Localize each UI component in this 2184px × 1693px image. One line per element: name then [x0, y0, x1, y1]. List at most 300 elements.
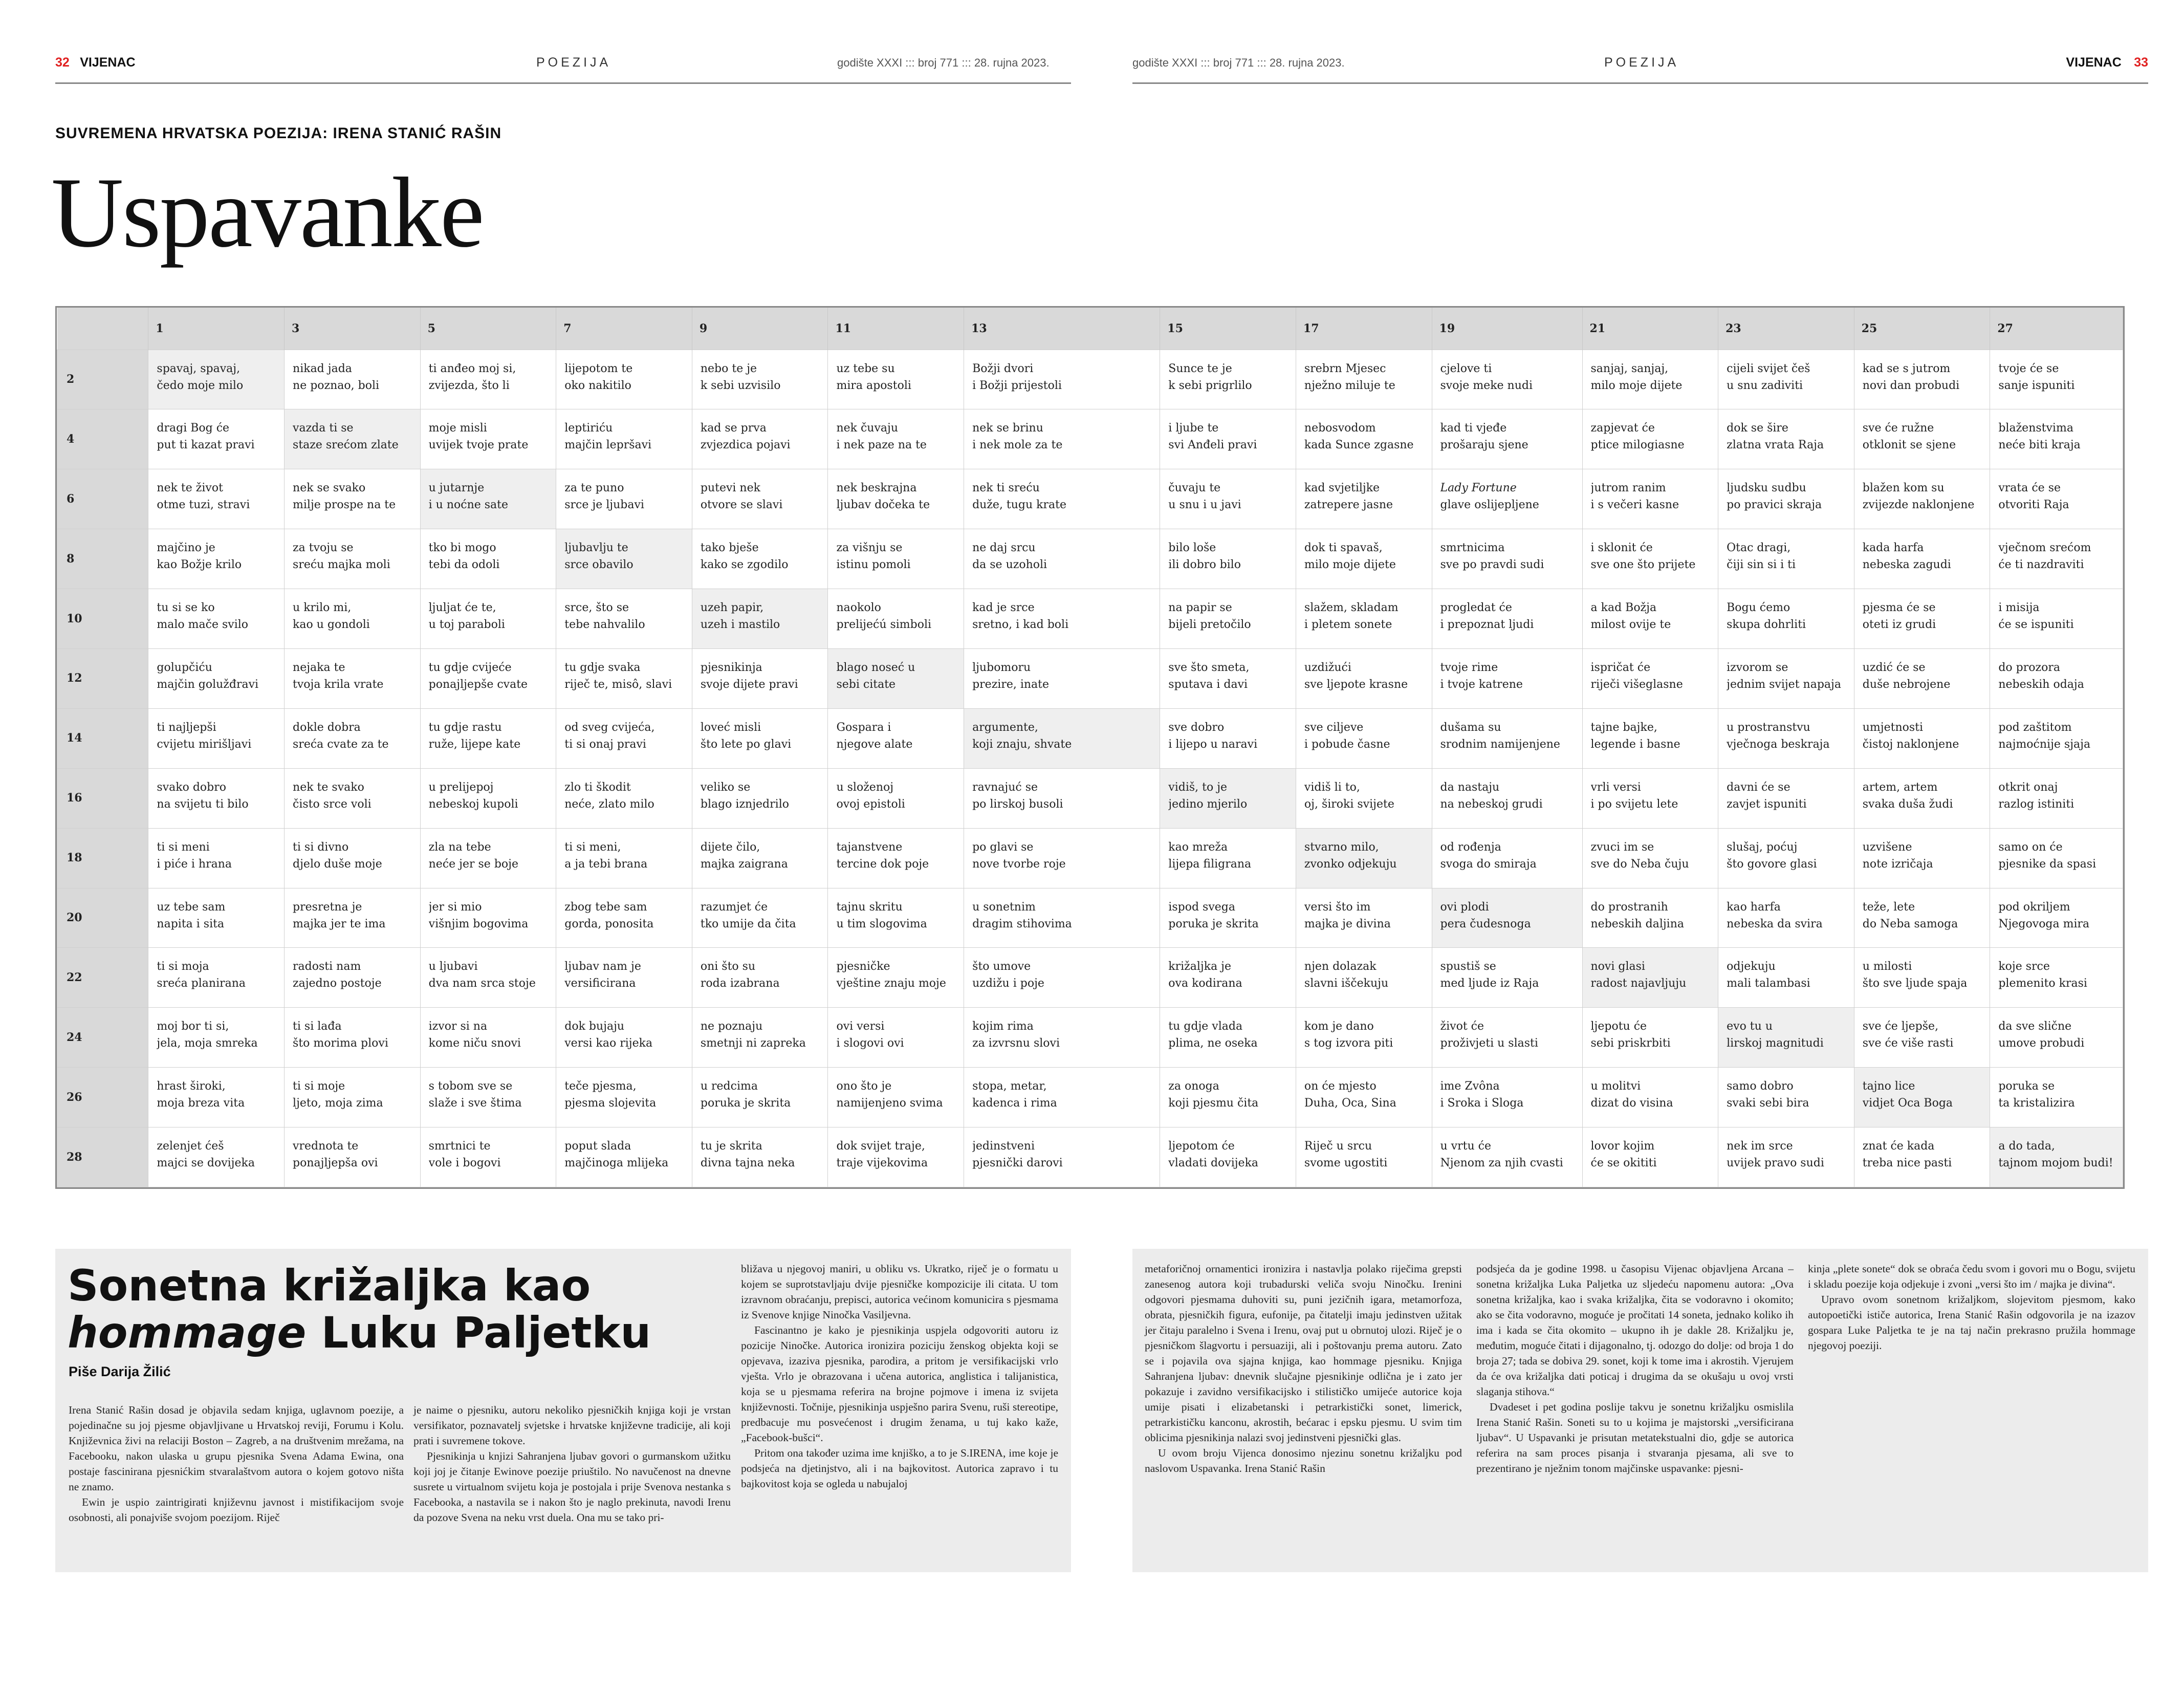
- row-number: 10: [57, 589, 148, 649]
- crossword-cell: [828, 469, 964, 529]
- crossword-cell: [828, 1068, 964, 1127]
- verse-line: tvoje rime: [1440, 661, 1498, 674]
- crossword-cell: [1990, 888, 2123, 948]
- verse-line: svako dobro: [157, 780, 226, 794]
- verse-line: lovor kojim: [1590, 1140, 1655, 1153]
- verse-line: samo on će: [1998, 840, 2063, 854]
- verse-line: oko nakitilo: [564, 379, 631, 392]
- verse-line: u toj paraboli: [428, 618, 505, 632]
- verse-line: neće, zlato milo: [564, 797, 654, 811]
- crossword-cell: [420, 768, 556, 828]
- verse-line: majka zaigrana: [700, 857, 788, 871]
- verse-line: vrata će se: [1998, 482, 2061, 495]
- verse-line: ti si onaj pravi: [564, 737, 646, 751]
- crossword-cell: [964, 350, 1160, 409]
- crossword-cell: [692, 948, 828, 1008]
- verse-line: što govore glasi: [1727, 857, 1817, 871]
- verse-line: plima, ne oseka: [1168, 1037, 1258, 1050]
- crossword-cell: [1854, 469, 1990, 529]
- verse-line: kome niču snovi: [428, 1037, 521, 1050]
- verse-line: sebi priskrbiti: [1590, 1037, 1671, 1050]
- crossword-cell: [148, 1068, 285, 1127]
- verse-line: riječi višeglasne: [1590, 678, 1683, 691]
- corner-cell: [57, 308, 148, 350]
- verse-line: razlog istiniti: [1998, 797, 2074, 811]
- verse-line: zvjezdica pojavi: [700, 439, 791, 452]
- crossword-cell: [1296, 708, 1432, 768]
- verse-line: tko bi mogo: [428, 541, 496, 555]
- column-number: 25: [1854, 308, 1990, 350]
- verse-line: znat će kada: [1862, 1140, 1935, 1153]
- crossword-cell: [148, 948, 285, 1008]
- crossword-cell: [1296, 1127, 1432, 1187]
- verse-line: sve po pravdi sudi: [1440, 558, 1544, 572]
- verse-line: malo mače svilo: [157, 618, 249, 632]
- verse-line: ta kristalizira: [1998, 1097, 2075, 1110]
- verse-line: ljeto, moja zima: [293, 1097, 383, 1110]
- row-number: 28: [57, 1127, 148, 1187]
- crossword-cell: [420, 708, 556, 768]
- crossword-cell: [285, 768, 421, 828]
- verse-line: tvoja krila vrate: [293, 678, 384, 691]
- verse-line: on će mjesto: [1304, 1080, 1377, 1093]
- crossword-row: [57, 948, 2123, 1008]
- verse-line: da se uzoholi: [972, 558, 1047, 572]
- verse-line: gorda, ponosita: [564, 917, 654, 930]
- verse-line: i piće i hrana: [157, 857, 232, 871]
- crossword-cell: [964, 589, 1160, 649]
- verse-line: i ljube te: [1168, 422, 1219, 435]
- verse-line: radosti nam: [293, 960, 361, 973]
- crossword-cell: [148, 350, 285, 409]
- verse-line: križaljka je: [1168, 960, 1232, 973]
- row-number: 14: [57, 708, 148, 768]
- crossword-row: [57, 1008, 2123, 1068]
- crossword-cell: [1296, 589, 1432, 649]
- crossword-cell: [285, 589, 421, 649]
- verse-line: Sunce te je: [1168, 362, 1232, 375]
- verse-line: blaženstvima: [1998, 422, 2073, 435]
- verse-line: ne poznaju: [700, 1020, 763, 1033]
- crossword-cell: [148, 1008, 285, 1068]
- verse-line: prelijećú simboli: [836, 618, 932, 632]
- crossword-cell: [285, 1068, 421, 1127]
- verse-line: poput slada: [564, 1140, 631, 1153]
- crossword-cell: [285, 948, 421, 1008]
- verse-line: ti si divno: [293, 840, 349, 854]
- crossword-cell: [148, 529, 285, 589]
- verse-line: ovi versi: [836, 1020, 885, 1033]
- verse-line: po pravici skraja: [1727, 498, 1822, 512]
- verse-line: nek se svako: [293, 482, 366, 495]
- crossword-cell: [1854, 768, 1990, 828]
- verse-line: moje misli: [428, 422, 487, 435]
- crossword-cell: [1582, 409, 1718, 469]
- verse-line: i lijepo u naravi: [1168, 737, 1258, 751]
- crossword-cell: [420, 350, 556, 409]
- article-paragraph: Irena Stanić Rašin dosad je objavila sedam knjiga, uglavnom poezije, a pojedinačne su joj pjesme objavljivane u Hrvatskoj reviji, Forumu i Kolu. Književnica živi na relaciji Boston – Zagreb, a na društvenim mrežama, na Facebooku, nakon ulaska u grupu pjesnika Svena Adama Ewina, ona postaje fascinirana pjesnićkim stvaralaštvom autora o kojem gotovo ništa ne znamo.: [69, 1404, 404, 1493]
- crossword-cell: [692, 469, 828, 529]
- crossword-cell: [285, 828, 421, 888]
- verse-line: nek im srce: [1727, 1140, 1793, 1153]
- crossword-cell: [1432, 828, 1582, 888]
- verse-line: zlo ti škodit: [564, 780, 631, 794]
- crossword-cell: [285, 888, 421, 948]
- verse-line: kad se s jutrom: [1862, 362, 1951, 375]
- crossword-cell: [1718, 469, 1854, 529]
- article-paragraph: podsjeća da je godine 1998. u časopisu Vijenac objavljena Arcana – sonetna križaljka Luka Paljetka uz sljedeću napomenu autora: „Ova sonetna križaljka, kao i svaka križaljka, čita se vodoravno i okomito; ako se čita vodoravno, moguće je pročitati 14 soneta, jednako koliko ih ima i kada se čita okomito – ukupno ih je dakle 28. Križaljku je, međutim, moguće čitati i dijagonalno, tj. odozgo do dolje: od broja 1 do broja 27; tada se dobiva 29. sonet, koji k tome ima i akrostih. Vjerujem da će ova križaljka dati poticaj i drugima da se okušaju u ovoj vrsti slaganja stihova.“: [1476, 1263, 1794, 1398]
- crossword-cell: [692, 768, 828, 828]
- verse-line: milost ovije te: [1590, 618, 1671, 632]
- crossword-cell: [1160, 589, 1296, 649]
- row-number: 2: [57, 350, 148, 409]
- crossword-cell: [1854, 1068, 1990, 1127]
- crossword-cell: [1432, 1127, 1582, 1187]
- article-column: [1808, 1261, 2135, 1353]
- crossword-cell: [964, 888, 1160, 948]
- verse-line: nek te svako: [293, 780, 364, 794]
- verse-line: milje prospe na te: [293, 498, 396, 512]
- verse-line: prezire, inate: [972, 678, 1050, 691]
- crossword-cell: [692, 529, 828, 589]
- crossword-row: [57, 350, 2123, 409]
- verse-line: svoga do smiraja: [1440, 857, 1537, 871]
- crossword-cell: [420, 888, 556, 948]
- verse-line: u snu i u javi: [1168, 498, 1241, 512]
- verse-line: vole i bogovi: [428, 1157, 501, 1170]
- verse-line: uzeh i mastilo: [700, 618, 780, 632]
- verse-line: ti anđeo moj si,: [428, 362, 516, 375]
- crossword-cell: [1990, 529, 2123, 589]
- verse-line: nove tvorbe roje: [972, 857, 1066, 871]
- verse-line: po lirskoj busoli: [972, 797, 1063, 811]
- verse-line: dok ti spavaš,: [1304, 541, 1383, 555]
- verse-line: ti si moja: [157, 960, 209, 973]
- crossword-cell: [1990, 409, 2123, 469]
- crossword-cell: [148, 409, 285, 469]
- crossword-cell: [1582, 1068, 1718, 1127]
- verse-line: naokolo: [836, 601, 881, 615]
- verse-line: ti si lađa: [293, 1020, 342, 1033]
- verse-line: radost najavljuju: [1590, 977, 1687, 990]
- crossword-row: [57, 469, 2123, 529]
- column-number: 21: [1582, 308, 1718, 350]
- verse-line: leptiriću: [564, 422, 613, 435]
- crossword-cell: [964, 1008, 1160, 1068]
- crossword-cell: [828, 1008, 964, 1068]
- crossword-row: [57, 529, 2123, 589]
- verse-line: izvor si na: [428, 1020, 488, 1033]
- crossword-cell: [1990, 828, 2123, 888]
- crossword-cell: [1432, 469, 1582, 529]
- crossword-cell: [1296, 1068, 1432, 1127]
- verse-line: versificirana: [564, 977, 636, 990]
- verse-line: majci se dovijeka: [157, 1157, 255, 1170]
- verse-line: riječ te, misô, slavi: [564, 678, 672, 691]
- verse-line: sve do Neba čuju: [1590, 857, 1689, 871]
- verse-line: i nek paze na te: [836, 439, 927, 452]
- crossword-cell: [1582, 768, 1718, 828]
- crossword-cell: [1718, 708, 1854, 768]
- crossword-cell: [1718, 1068, 1854, 1127]
- verse-line: ispričat će: [1590, 661, 1651, 674]
- verse-line: zapjevat će: [1590, 422, 1655, 435]
- crossword-cell: [1854, 1008, 1990, 1068]
- verse-line: čuvaju te: [1168, 482, 1221, 495]
- verse-line: srodnim namijenjene: [1440, 737, 1560, 751]
- sonnet-crossword: [55, 306, 2125, 1189]
- crossword-cell: [420, 409, 556, 469]
- verse-line: srce je ljubavi: [564, 498, 644, 512]
- verse-line: njen dolazak: [1304, 960, 1377, 973]
- article-paragraph: metaforičnoj ornamentici ironizira i nastavlja polako riječima grepsti zanesenog autora koji trubadurski veliča svoju Ninočku. Irenini odgovori pjesmama duhoviti su, puni jezičnih igara, metamorfoza, obrata, pjesničkih figura, eufonije, pa čitatelji imaju jedinstven užitak jer čitaju paralelno i Svena i Irenu, ovaj put u obrnutoj ulozi. Riječ je o pjesničkom šlagvortu i persuaziji, ali i poštovanju prema autoru. Zato se i pojavila ova sjajna knjiga, kao hommage pjesniku. Knjiga Sahranjena ljubav: dnevnik slučajne pjesnikinje odlična je i zato jer pokazuje i zavidno versifikacijsko i stilističko umijeće autorice koja umije pisati i elizabetanski i petrarkistički sonet, limerick, petrarkističku kanconu, akrostih, bećarac i epsku pjesmu. U svim tim oblicima pjesnikinja nalazi svoj jedinstveni pjesnički glas.: [1145, 1263, 1462, 1444]
- row-number: 6: [57, 469, 148, 529]
- crossword-cell: [1718, 888, 1854, 948]
- verse-line: čedo moje milo: [157, 379, 244, 392]
- verse-line: umjetnosti: [1862, 721, 1924, 734]
- verse-line: otvoriti Raja: [1998, 498, 2069, 512]
- crossword-cell: [1854, 828, 1990, 888]
- crossword-cell: [148, 888, 285, 948]
- verse-line: cijeli svijet češ: [1727, 362, 1810, 375]
- crossword-cell: [1296, 1008, 1432, 1068]
- verse-line: teče pjesma,: [564, 1080, 637, 1093]
- verse-line: će se okititi: [1590, 1157, 1657, 1170]
- article-column: [413, 1402, 731, 1525]
- verse-line: versi kao rijeka: [564, 1037, 653, 1050]
- crossword-cell: [1432, 948, 1582, 1008]
- column-number: 27: [1990, 308, 2123, 350]
- verse-line: nježno miluje te: [1304, 379, 1395, 392]
- verse-line: jedinstveni: [972, 1140, 1035, 1153]
- verse-line: smrtnicima: [1440, 541, 1505, 555]
- verse-line: slavni iščekuju: [1304, 977, 1389, 990]
- crossword-cell: [285, 648, 421, 708]
- row-number: 20: [57, 888, 148, 948]
- crossword-cell: [420, 1127, 556, 1187]
- verse-line: majčin lepršavi: [564, 439, 652, 452]
- verse-line: nebeska zagudi: [1862, 558, 1951, 572]
- verse-line: zelenjet ćeš: [157, 1140, 224, 1153]
- verse-line: nek ti sreću: [972, 482, 1040, 495]
- page-header-left: [55, 55, 1071, 84]
- crossword-cell: [1160, 1127, 1296, 1187]
- verse-line: Riječ u srcu: [1304, 1140, 1372, 1153]
- verse-line: svome ugostiti: [1304, 1157, 1388, 1170]
- verse-line: vidjet Oca Boga: [1862, 1097, 1953, 1110]
- verse-line: u krilo mi,: [293, 601, 352, 615]
- verse-line: kad se prva: [700, 422, 767, 435]
- magazine-name: VIJENAC: [80, 55, 136, 70]
- crossword-cell: [1296, 409, 1432, 469]
- verse-line: uzdižući: [1304, 661, 1351, 674]
- verse-line: sebi citate: [836, 678, 896, 691]
- verse-line: nek beskrajna: [836, 482, 917, 495]
- verse-line: majčin golužđravi: [157, 678, 259, 691]
- crossword-cell: [1582, 469, 1718, 529]
- verse-line: kao harfa: [1727, 900, 1781, 914]
- verse-line: progledat će: [1440, 601, 1512, 615]
- verse-line: ljepotom će: [1168, 1140, 1235, 1153]
- verse-line: staze srećom zlate: [293, 439, 399, 452]
- verse-line: od sveg cvijeća,: [564, 721, 655, 734]
- issue-info: godište XXXI ::: broj 771 ::: 28. rujna 2023.: [1132, 56, 1345, 69]
- verse-line: dok svijet traje,: [836, 1140, 925, 1153]
- verse-line: tu gdje rastu: [428, 721, 502, 734]
- verse-line: što umove: [972, 960, 1031, 973]
- crossword-cell: [285, 1127, 421, 1187]
- crossword-cell: [1990, 1068, 2123, 1127]
- crossword-cell: [964, 529, 1160, 589]
- verse-line: tajne bajke,: [1590, 721, 1657, 734]
- column-number: 9: [692, 308, 828, 350]
- crossword-cell: [1432, 1068, 1582, 1127]
- crossword-cell: [828, 1127, 964, 1187]
- crossword-cell: [1160, 529, 1296, 589]
- verse-line: ljubavlju te: [564, 541, 628, 555]
- verse-line: golupčiću: [157, 661, 212, 674]
- verse-line: sanjaj, sanjaj,: [1590, 362, 1669, 375]
- crossword-cell: [1990, 648, 2123, 708]
- verse-line: uzdižu i poje: [972, 977, 1044, 990]
- verse-line: tebe nahvalilo: [564, 618, 645, 632]
- verse-line: novi glasi: [1590, 960, 1645, 973]
- verse-line: najmoćnije sjaja: [1998, 737, 2091, 751]
- crossword-cell: [1582, 888, 1718, 948]
- verse-line: kojim rima: [972, 1020, 1034, 1033]
- crossword-row: [57, 409, 2123, 469]
- verse-line: pjesničke: [836, 960, 890, 973]
- crossword-cell: [1854, 409, 1990, 469]
- issue-info: godište XXXI ::: broj 771 ::: 28. rujna 2023.: [837, 56, 1050, 69]
- crossword-cell: [692, 589, 828, 649]
- verse-line: uvijek tvoje prate: [428, 439, 529, 452]
- verse-line: čiji sin si i ti: [1727, 558, 1796, 572]
- verse-line: a ja tebi brana: [564, 857, 648, 871]
- crossword-row: [57, 768, 2123, 828]
- verse-line: uvijek pravo sudi: [1727, 1157, 1824, 1170]
- verse-line: lijepotom te: [564, 362, 633, 375]
- verse-line: put ti kazat pravi: [157, 439, 255, 452]
- verse-line: putevi nek: [700, 482, 760, 495]
- verse-line: dragi Bog će: [157, 422, 230, 435]
- verse-line: dok bujaju: [564, 1020, 625, 1033]
- crossword-cell: [556, 708, 692, 768]
- crossword-cell: [148, 768, 285, 828]
- crossword-cell: [828, 648, 964, 708]
- verse-line: proživjeti u slasti: [1440, 1037, 1538, 1050]
- verse-line: sve će ljepše,: [1862, 1020, 1939, 1033]
- crossword-cell: [556, 409, 692, 469]
- verse-line: uz tebe su: [836, 362, 895, 375]
- verse-line: veliko se: [700, 780, 751, 794]
- crossword-cell: [420, 529, 556, 589]
- verse-line: u sonetnim: [972, 900, 1036, 914]
- page-number: 33: [2134, 55, 2148, 70]
- crossword-cell: [285, 469, 421, 529]
- crossword-cell: [420, 1068, 556, 1127]
- article-paragraph: Pritom ona također uzima ime knjiško, a to je S.IRENA, ime koje je podsjeća na djetinjstvo, ali i na bajkovitost. Autorica zapravo i tu bajkovitost koja se ogleda u nabujaloj: [741, 1447, 1058, 1490]
- crossword-cell: [1582, 648, 1718, 708]
- crossword-cell: [1718, 948, 1854, 1008]
- verse-line: svoje meke nudi: [1440, 379, 1533, 392]
- verse-line: neće jer se boje: [428, 857, 518, 871]
- verse-line: da sve slične: [1998, 1020, 2072, 1033]
- verse-line: nebeska da svira: [1727, 917, 1823, 930]
- verse-line: ti si meni,: [564, 840, 621, 854]
- verse-line: smrtnici te: [428, 1140, 491, 1153]
- crossword-cell: [556, 888, 692, 948]
- verse-line: ovi plodi: [1440, 900, 1489, 914]
- verse-line: s tobom sve se: [428, 1080, 513, 1093]
- column-number: 19: [1432, 308, 1582, 350]
- crossword-cell: [1990, 948, 2123, 1008]
- verse-line: jela, moja smreka: [157, 1037, 258, 1050]
- verse-line: oni što su: [700, 960, 756, 973]
- verse-line: s tog izvora piti: [1304, 1037, 1393, 1050]
- crossword-cell: [964, 1127, 1160, 1187]
- crossword-cell: [964, 469, 1160, 529]
- verse-line: što morima plovi: [293, 1037, 388, 1050]
- verse-line: tu gdje cvijeće: [428, 661, 512, 674]
- crossword-cell: [1854, 708, 1990, 768]
- verse-line: kad svjetiljke: [1304, 482, 1380, 495]
- verse-line: tu gdje svaka: [564, 661, 641, 674]
- crossword-cell: [828, 589, 964, 649]
- verse-line: u milosti: [1862, 960, 1912, 973]
- verse-line: k sebi prigrlilo: [1168, 379, 1252, 392]
- crossword-cell: [1432, 648, 1582, 708]
- verse-line: i u noćne sate: [428, 498, 509, 512]
- verse-line: mali talambasi: [1727, 977, 1810, 990]
- verse-line: dragim stihovima: [972, 917, 1072, 930]
- verse-line: što lete po glavi: [700, 737, 792, 751]
- verse-line: ti si moje: [293, 1080, 345, 1093]
- row-number: 16: [57, 768, 148, 828]
- verse-line: vrednota te: [293, 1140, 359, 1153]
- verse-line: otme tuzi, stravi: [157, 498, 250, 512]
- crossword-cell: [1990, 350, 2123, 409]
- crossword-cell: [964, 648, 1160, 708]
- verse-line: i s večeri kasne: [1590, 498, 1679, 512]
- magazine-name: VIJENAC: [2066, 55, 2122, 70]
- crossword-cell: [1160, 768, 1296, 828]
- verse-line: uz tebe sam: [157, 900, 226, 914]
- crossword-cell: [1582, 1008, 1718, 1068]
- verse-line: sretno, i kad boli: [972, 618, 1069, 632]
- verse-line: u molitvi: [1590, 1080, 1641, 1093]
- verse-line: Otac dragi,: [1727, 541, 1791, 555]
- crossword-cell: [556, 648, 692, 708]
- verse-line: sreću majka moli: [293, 558, 390, 572]
- crossword-cell: [1160, 1008, 1296, 1068]
- verse-line: pjesma slojevita: [564, 1097, 657, 1110]
- crossword-cell: [556, 529, 692, 589]
- verse-line: Duha, Oca, Sina: [1304, 1097, 1396, 1110]
- crossword-cell: [1854, 948, 1990, 1008]
- verse-line: namijenjeno svima: [836, 1097, 943, 1110]
- verse-line: novi dan probudi: [1862, 379, 1960, 392]
- verse-line: slušaj, poćuj: [1727, 840, 1798, 854]
- crossword-cell: [420, 589, 556, 649]
- verse-line: sreća planirana: [157, 977, 246, 990]
- row-number: 24: [57, 1008, 148, 1068]
- verse-line: ravnajuć se: [972, 780, 1038, 794]
- crossword-cell: [285, 350, 421, 409]
- crossword-cell: [285, 1008, 421, 1068]
- crossword-cell: [1990, 768, 2123, 828]
- crossword-cell: [1718, 768, 1854, 828]
